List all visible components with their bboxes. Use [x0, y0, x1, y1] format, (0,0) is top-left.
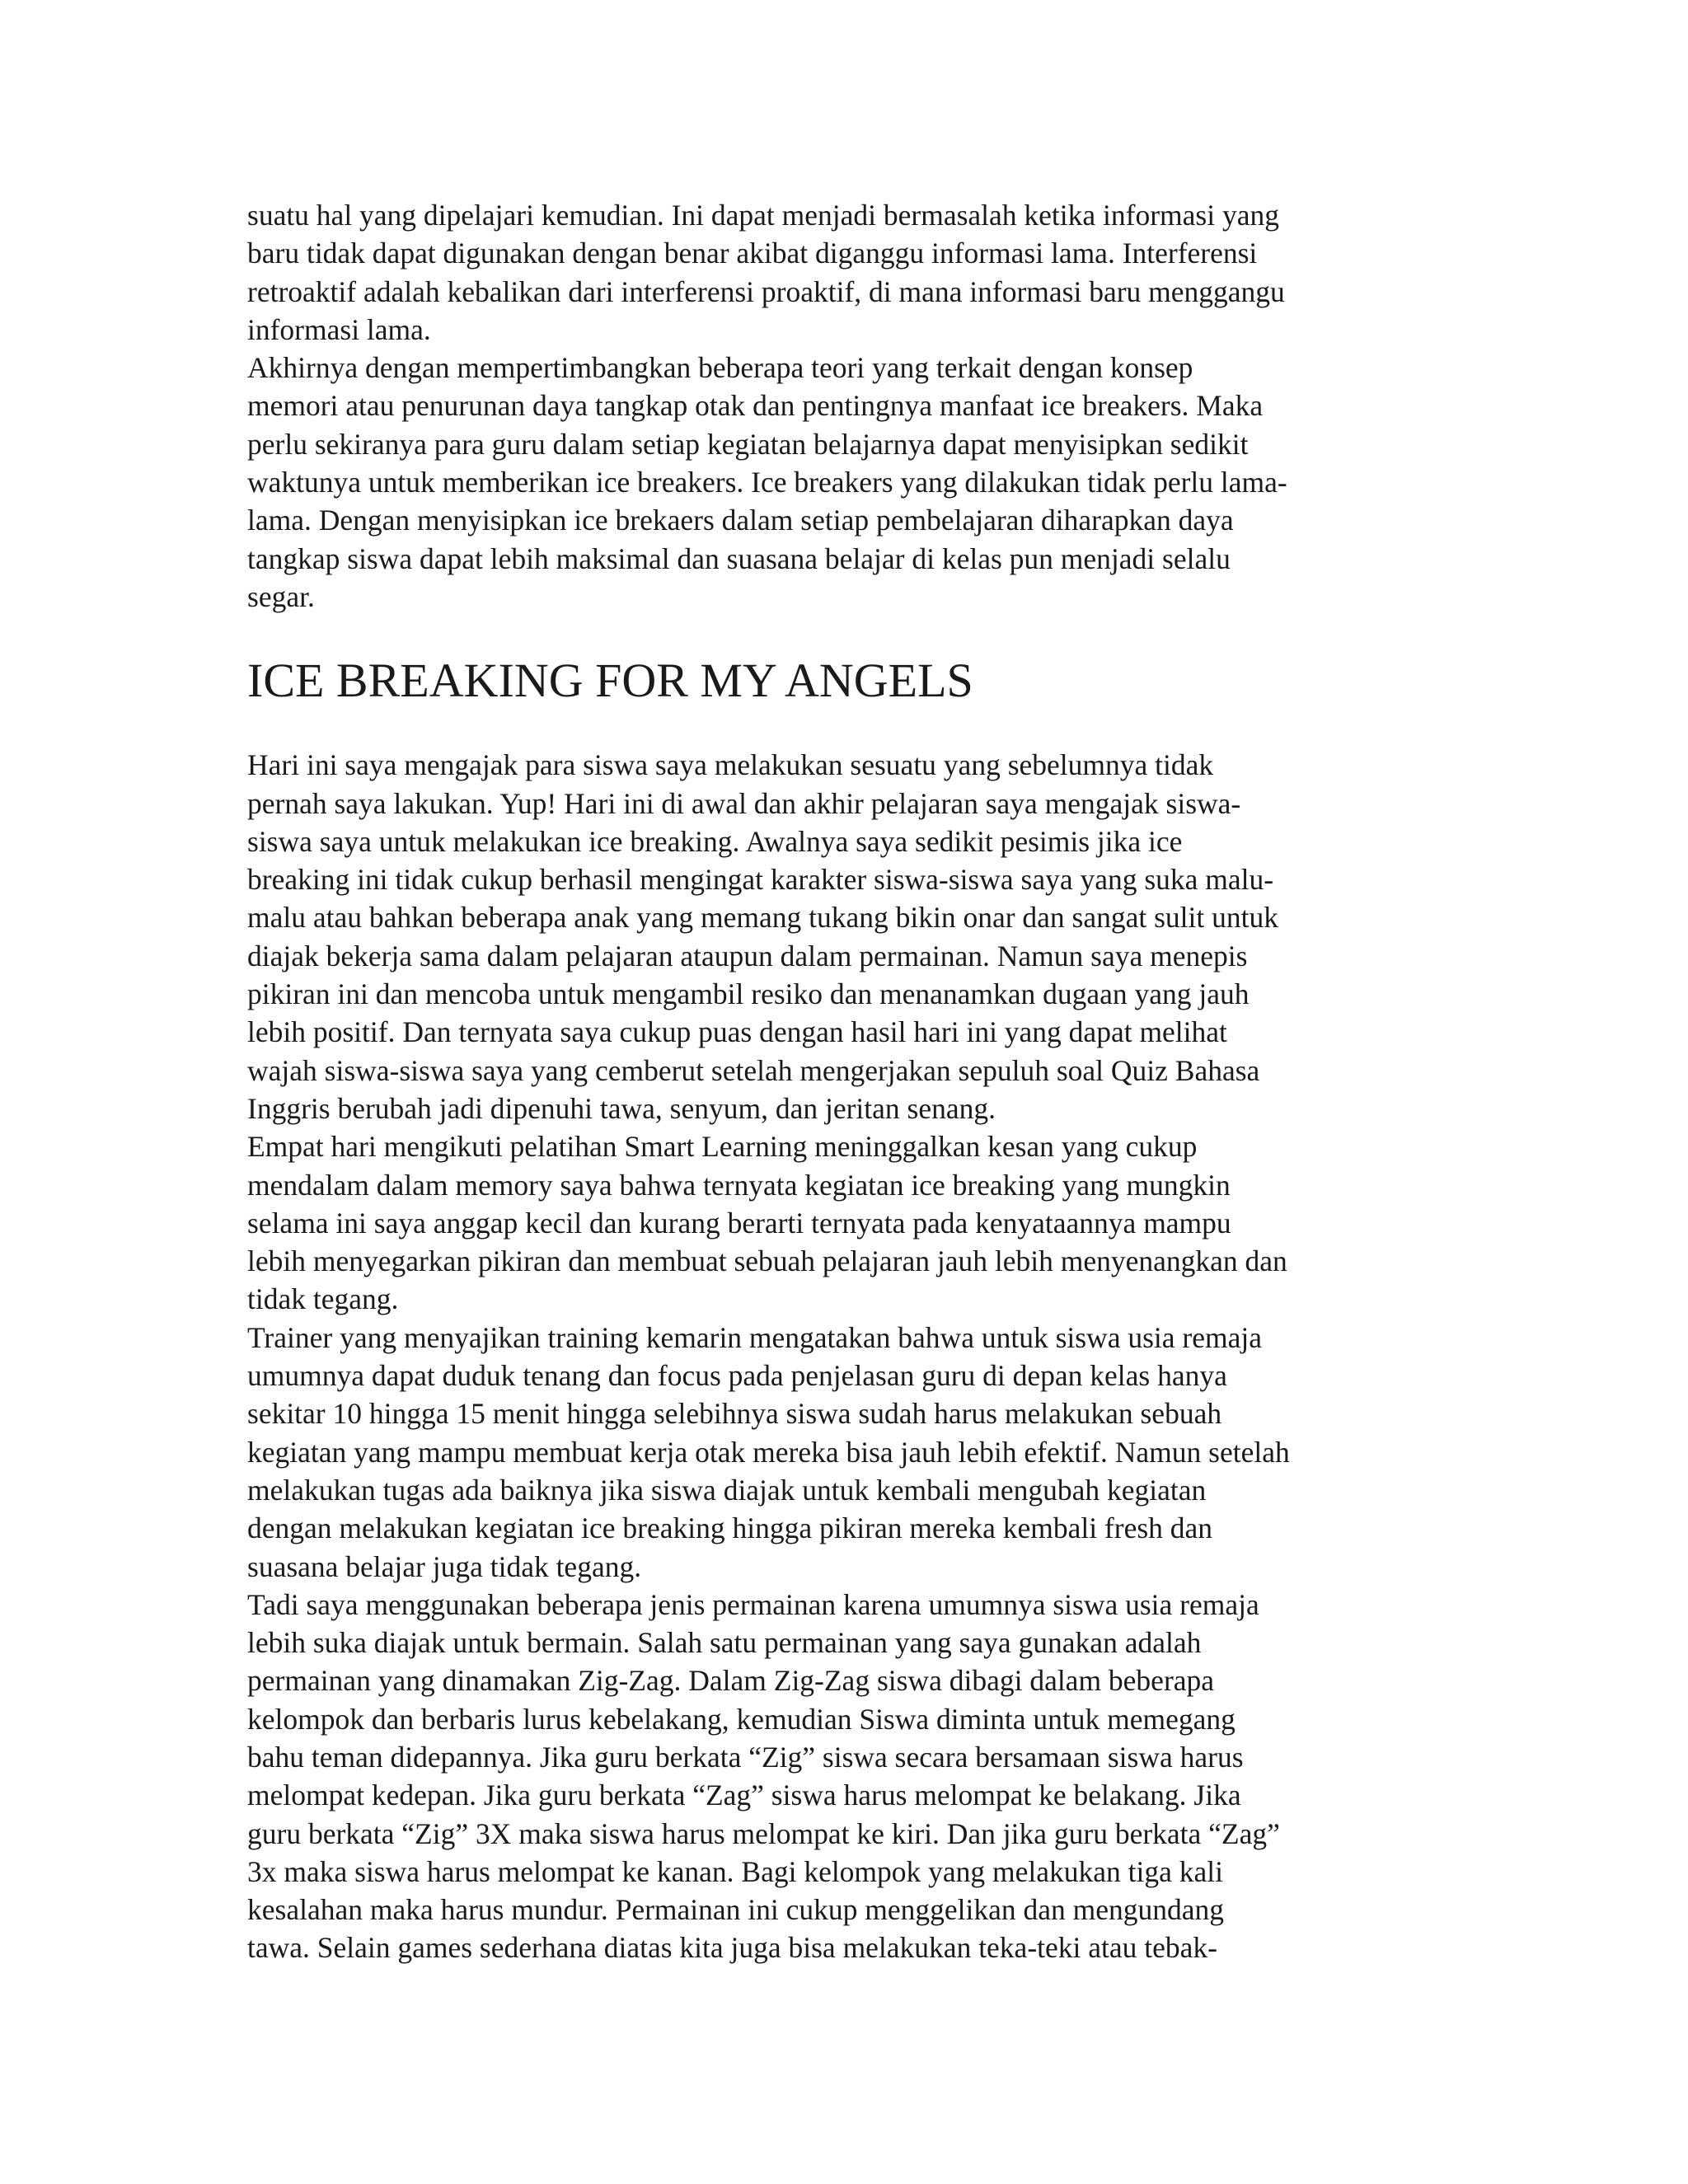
- text-line: tangkap siswa dapat lebih maksimal dan suasana belajar di kelas pun menjadi selalu: [247, 541, 1231, 575]
- text-line: suasana belajar juga tidak tegang.: [247, 1549, 642, 1583]
- text-line: lebih suka diajak untuk bermain. Salah satu permainan yang saya gunakan adalah: [247, 1626, 1202, 1660]
- text-line: informasi lama.: [247, 312, 431, 346]
- text-line: Inggris berubah jadi dipenuhi tawa, senyum, dan jeritan senang.: [247, 1091, 996, 1125]
- text-line: bahu teman didepannya. Jika guru berkata “Zig” siswa secara bersamaan siswa harus: [247, 1740, 1244, 1774]
- text-line: Tadi saya menggunakan beberapa jenis permainan karena umumnya siswa usia remaja: [247, 1587, 1259, 1621]
- article-paragraph: [247, 1127, 1434, 1318]
- text-line: kesalahan maka harus mundur. Permainan ini cukup menggelikan dan mengundang: [247, 1893, 1224, 1927]
- text-line: perlu sekiranya para guru dalam setiap kegiatan belajarnya dapat menyisipkan sedikit: [247, 427, 1249, 461]
- text-line: pernah saya lakukan. Yup! Hari ini di awal dan akhir pelajaran saya mengajak siswa-: [247, 786, 1241, 820]
- article-paragraph: [247, 1586, 1434, 1967]
- text-line: suatu hal yang dipelajari kemudian. Ini dapat menjadi bermasalah ketika informasi yang: [247, 199, 1279, 232]
- text-line: baru tidak dapat digunakan dengan benar akibat diganggu informasi lama. Interferensi: [247, 237, 1258, 270]
- text-line: pikiran ini dan mencoba untuk mengambil resiko dan menanamkan dugaan yang jauh: [247, 977, 1250, 1011]
- text-line: malu atau bahkan beberapa anak yang memang tukang bikin onar dan sangat sulit untuk: [247, 901, 1278, 935]
- section-heading: ICE BREAKING FOR MY ANGELS: [247, 654, 973, 708]
- text-line: breaking ini tidak cukup berhasil mengingat karakter siswa-siswa saya yang suka malu-: [247, 863, 1274, 897]
- text-line: lebih menyegarkan pikiran dan membuat sebuah pelajaran jauh lebih menyenangkan dan: [247, 1244, 1287, 1278]
- text-line: wajah siswa-siswa saya yang cemberut setelah mengerjakan sepuluh soal Quiz Bahasa: [247, 1053, 1260, 1087]
- text-line: mendalam dalam memory saya bahwa ternyata kegiatan ice breaking yang mungkin: [247, 1168, 1231, 1202]
- text-line: lama. Dengan menyisipkan ice brekaers dalam setiap pembelajaran diharapkan daya: [247, 504, 1234, 537]
- text-line: melompat kedepan. Jika guru berkata “Zag” siswa harus melompat ke belakang. Jika: [247, 1779, 1241, 1812]
- text-line: lebih positif. Dan ternyata saya cukup puas dengan hasil hari ini yang dapat melihat: [247, 1015, 1227, 1049]
- text-line: tidak tegang.: [247, 1282, 399, 1316]
- text-line: melakukan tugas ada baiknya jika siswa diajak untuk kembali mengubah kegiatan: [247, 1473, 1207, 1507]
- text-line: selama ini saya anggap kecil dan kurang berarti ternyata pada kenyataannya mampu: [247, 1206, 1231, 1240]
- spacer: [247, 616, 1434, 652]
- article-paragraph: [247, 1319, 1434, 1586]
- text-line: Hari ini saya mengajak para siswa saya melakukan sesuatu yang sebelumnya tidak: [247, 748, 1214, 782]
- text-line: umumnya dapat duduk tenang dan focus pada penjelasan guru di depan kelas hanya: [247, 1359, 1227, 1393]
- text-line: dengan melakukan kegiatan ice breaking hingga pikiran mereka kembali fresh dan: [247, 1511, 1213, 1545]
- text-line: memori atau penurunan daya tangkap otak dan pentingnya manfaat ice breakers. Maka: [247, 389, 1264, 423]
- text-line: Akhirnya dengan mempertimbangkan beberapa teori yang terkait dengan konsep: [247, 351, 1193, 385]
- text-line: waktunya untuk memberikan ice breakers. Ice breakers yang dilakukan tidak perlu lama-: [247, 466, 1287, 499]
- text-line: kegiatan yang mampu membuat kerja otak mereka bisa jauh lebih efektif. Namun setelah: [247, 1435, 1290, 1469]
- text-line: sekitar 10 hingga 15 menit hingga selebihnya siswa sudah harus melakukan sebuah: [247, 1397, 1222, 1431]
- text-line: 3x maka siswa harus melompat ke kanan. Bagi kelompok yang melakukan tiga kali: [247, 1854, 1224, 1888]
- text-line: guru berkata “Zig” 3X maka siswa harus melompat ke kiri. Dan jika guru berkata “Zag”: [247, 1816, 1280, 1850]
- text-line: Trainer yang menyajikan training kemarin mengatakan bahwa untuk siswa usia remaja: [247, 1320, 1262, 1354]
- text-line: tawa. Selain games sederhana diatas kita juga bisa melakukan teka-teki atau tebak-: [247, 1931, 1217, 1965]
- text-line: permainan yang dinamakan Zig-Zag. Dalam Zig-Zag siswa dibagi dalam beberapa: [247, 1664, 1215, 1698]
- intro-paragraph: [247, 196, 1434, 349]
- article-paragraph: [247, 746, 1434, 1127]
- text-line: segar.: [247, 579, 315, 613]
- text-line: Empat hari mengikuti pelatihan Smart Learning meninggalkan kesan yang cukup: [247, 1130, 1198, 1164]
- spacer: [247, 710, 1434, 746]
- text-line: siswa saya untuk melakukan ice breaking. Awalnya saya sedikit pesimis jika ice: [247, 824, 1183, 858]
- text-line: diajak bekerja sama dalam pelajaran ataupun dalam permainan. Namun saya menepis: [247, 939, 1248, 972]
- text-line: retroaktif adalah kebalikan dari interferensi proaktif, di mana informasi baru menggangu: [247, 274, 1285, 308]
- text-line: kelompok dan berbaris lurus kebelakang, kemudian Siswa diminta untuk memegang: [247, 1702, 1236, 1736]
- text-column: [247, 196, 1434, 1967]
- intro-paragraph: [247, 349, 1434, 616]
